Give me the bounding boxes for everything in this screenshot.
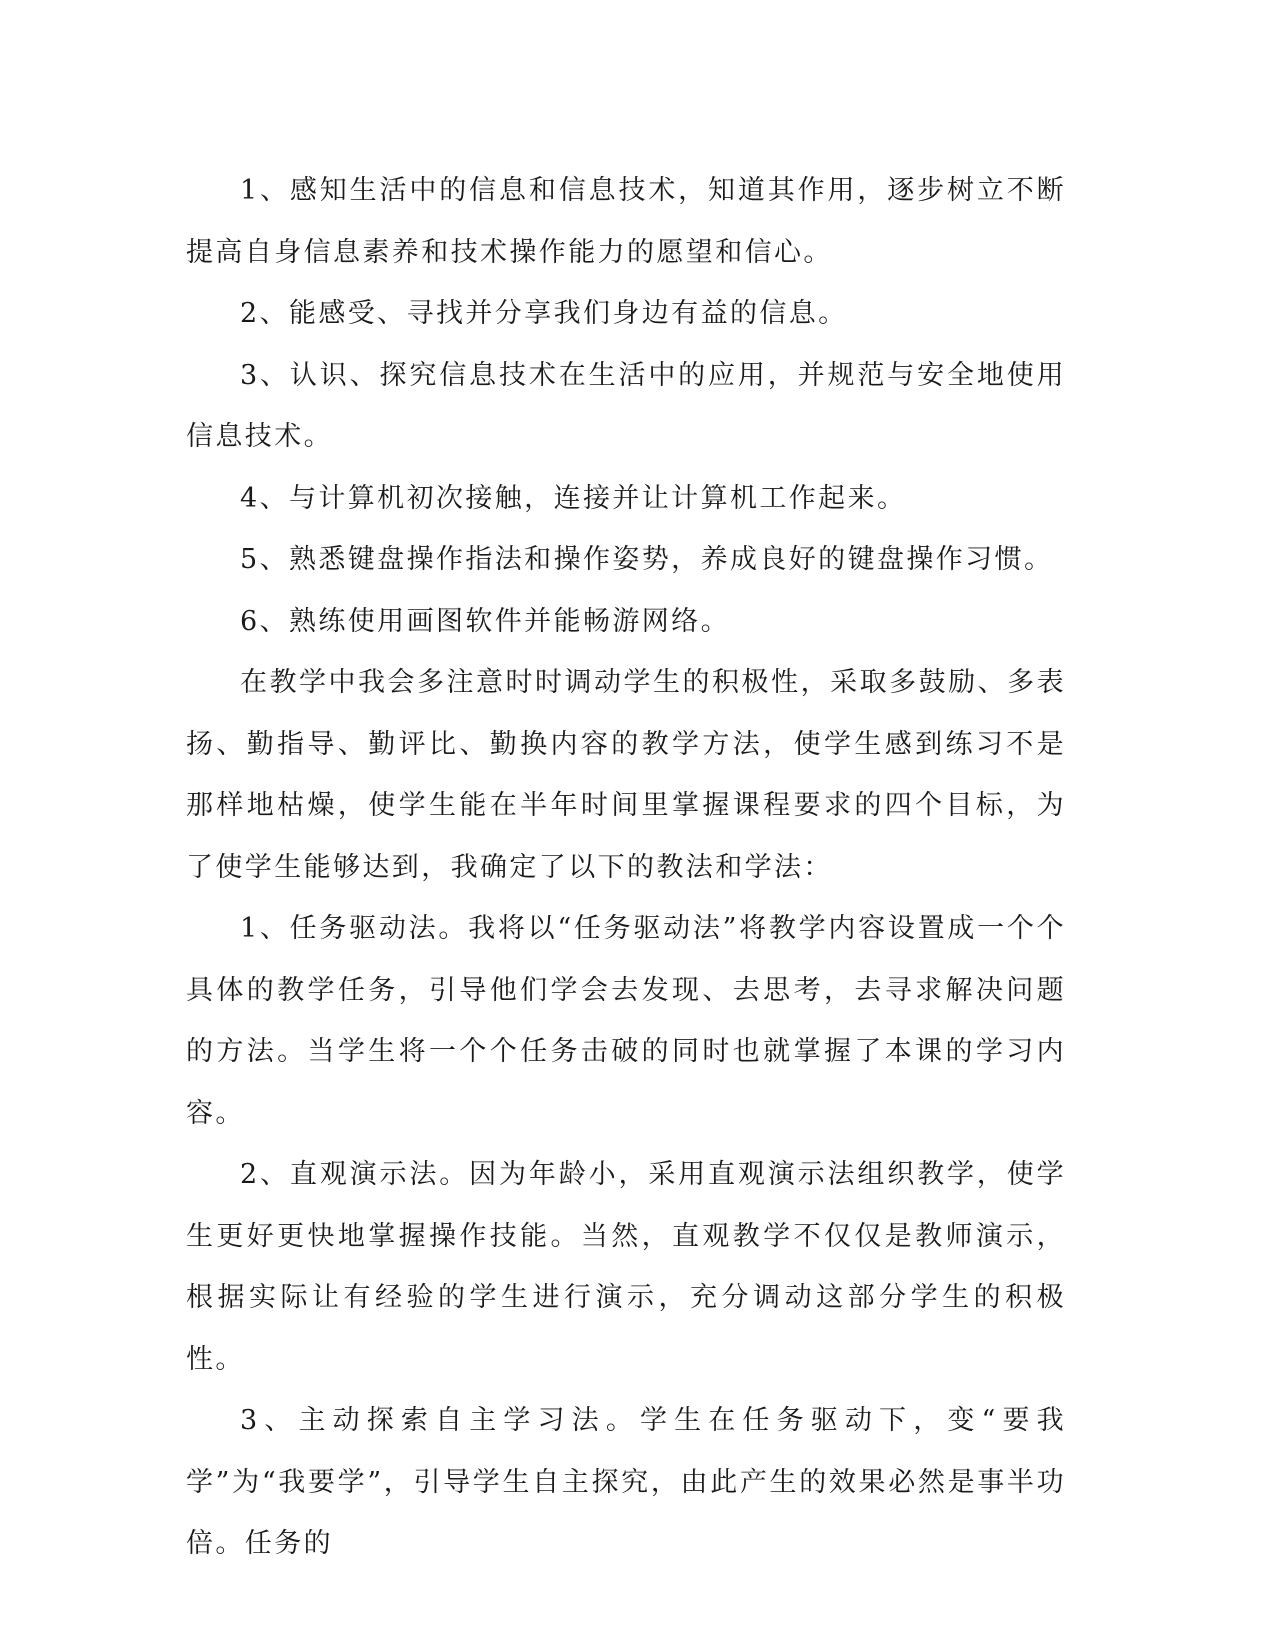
objective-6-paragraph: 6、熟练使用画图软件并能畅游网络。 [240, 605, 730, 637]
objective-3-paragraph: 3、认识、探究信息技术在生活中的应用，并规范与安全地使用信息技术。 [186, 359, 1066, 452]
objective-1-paragraph: 1、感知生活中的信息和信息技术，知道其作用，逐步树立不断提高自身信息素养和技术操作能力的愿望和信心。 [186, 175, 1066, 268]
method-2-paragraph: 2、直观演示法。因为年龄小，采用直观演示法组织教学，使学生更好更快地掌握操作技能。当然，直观教学不仅仅是教师演示，根据实际让有经验的学生进行演示，充分调动这部分学生的积极性。 [186, 1159, 1066, 1375]
document-body [186, 160, 1066, 1575]
teaching-approach-paragraph: 在教学中我会多注意时时调动学生的积极性，采取多鼓励、多表扬、勤指导、勤评比、勤换内容的教学方法，使学生感到练习不是那样地枯燥，使学生能在半年时间里掌握课程要求的四个目标，为了使学生能够达到，我确定了以下的教法和学法： [186, 667, 1066, 883]
method-3-paragraph: 3、主动探索自主学习法。学生在任务驱动下，变“要我学”为“我要学”，引导学生自主探究，由此产生的效果必然是事半功倍。任务的 [186, 1405, 1066, 1559]
objective-5-paragraph: 5、熟悉键盘操作指法和操作姿势，养成良好的键盘操作习惯。 [240, 544, 1054, 575]
method-1-paragraph: 1、任务驱动法。我将以“任务驱动法”将教学内容设置成一个个具体的教学任务，引导他们学会去发现、去思考，去寻求解决问题的方法。当学生将一个个任务击破的同时也就掌握了本课的学习内容。 [186, 913, 1066, 1129]
objective-4-paragraph: 4、与计算机初次接触，连接并让计算机工作起来。 [240, 482, 907, 514]
objective-2-paragraph: 2、能感受、寻找并分享我们身边有益的信息。 [240, 298, 848, 329]
